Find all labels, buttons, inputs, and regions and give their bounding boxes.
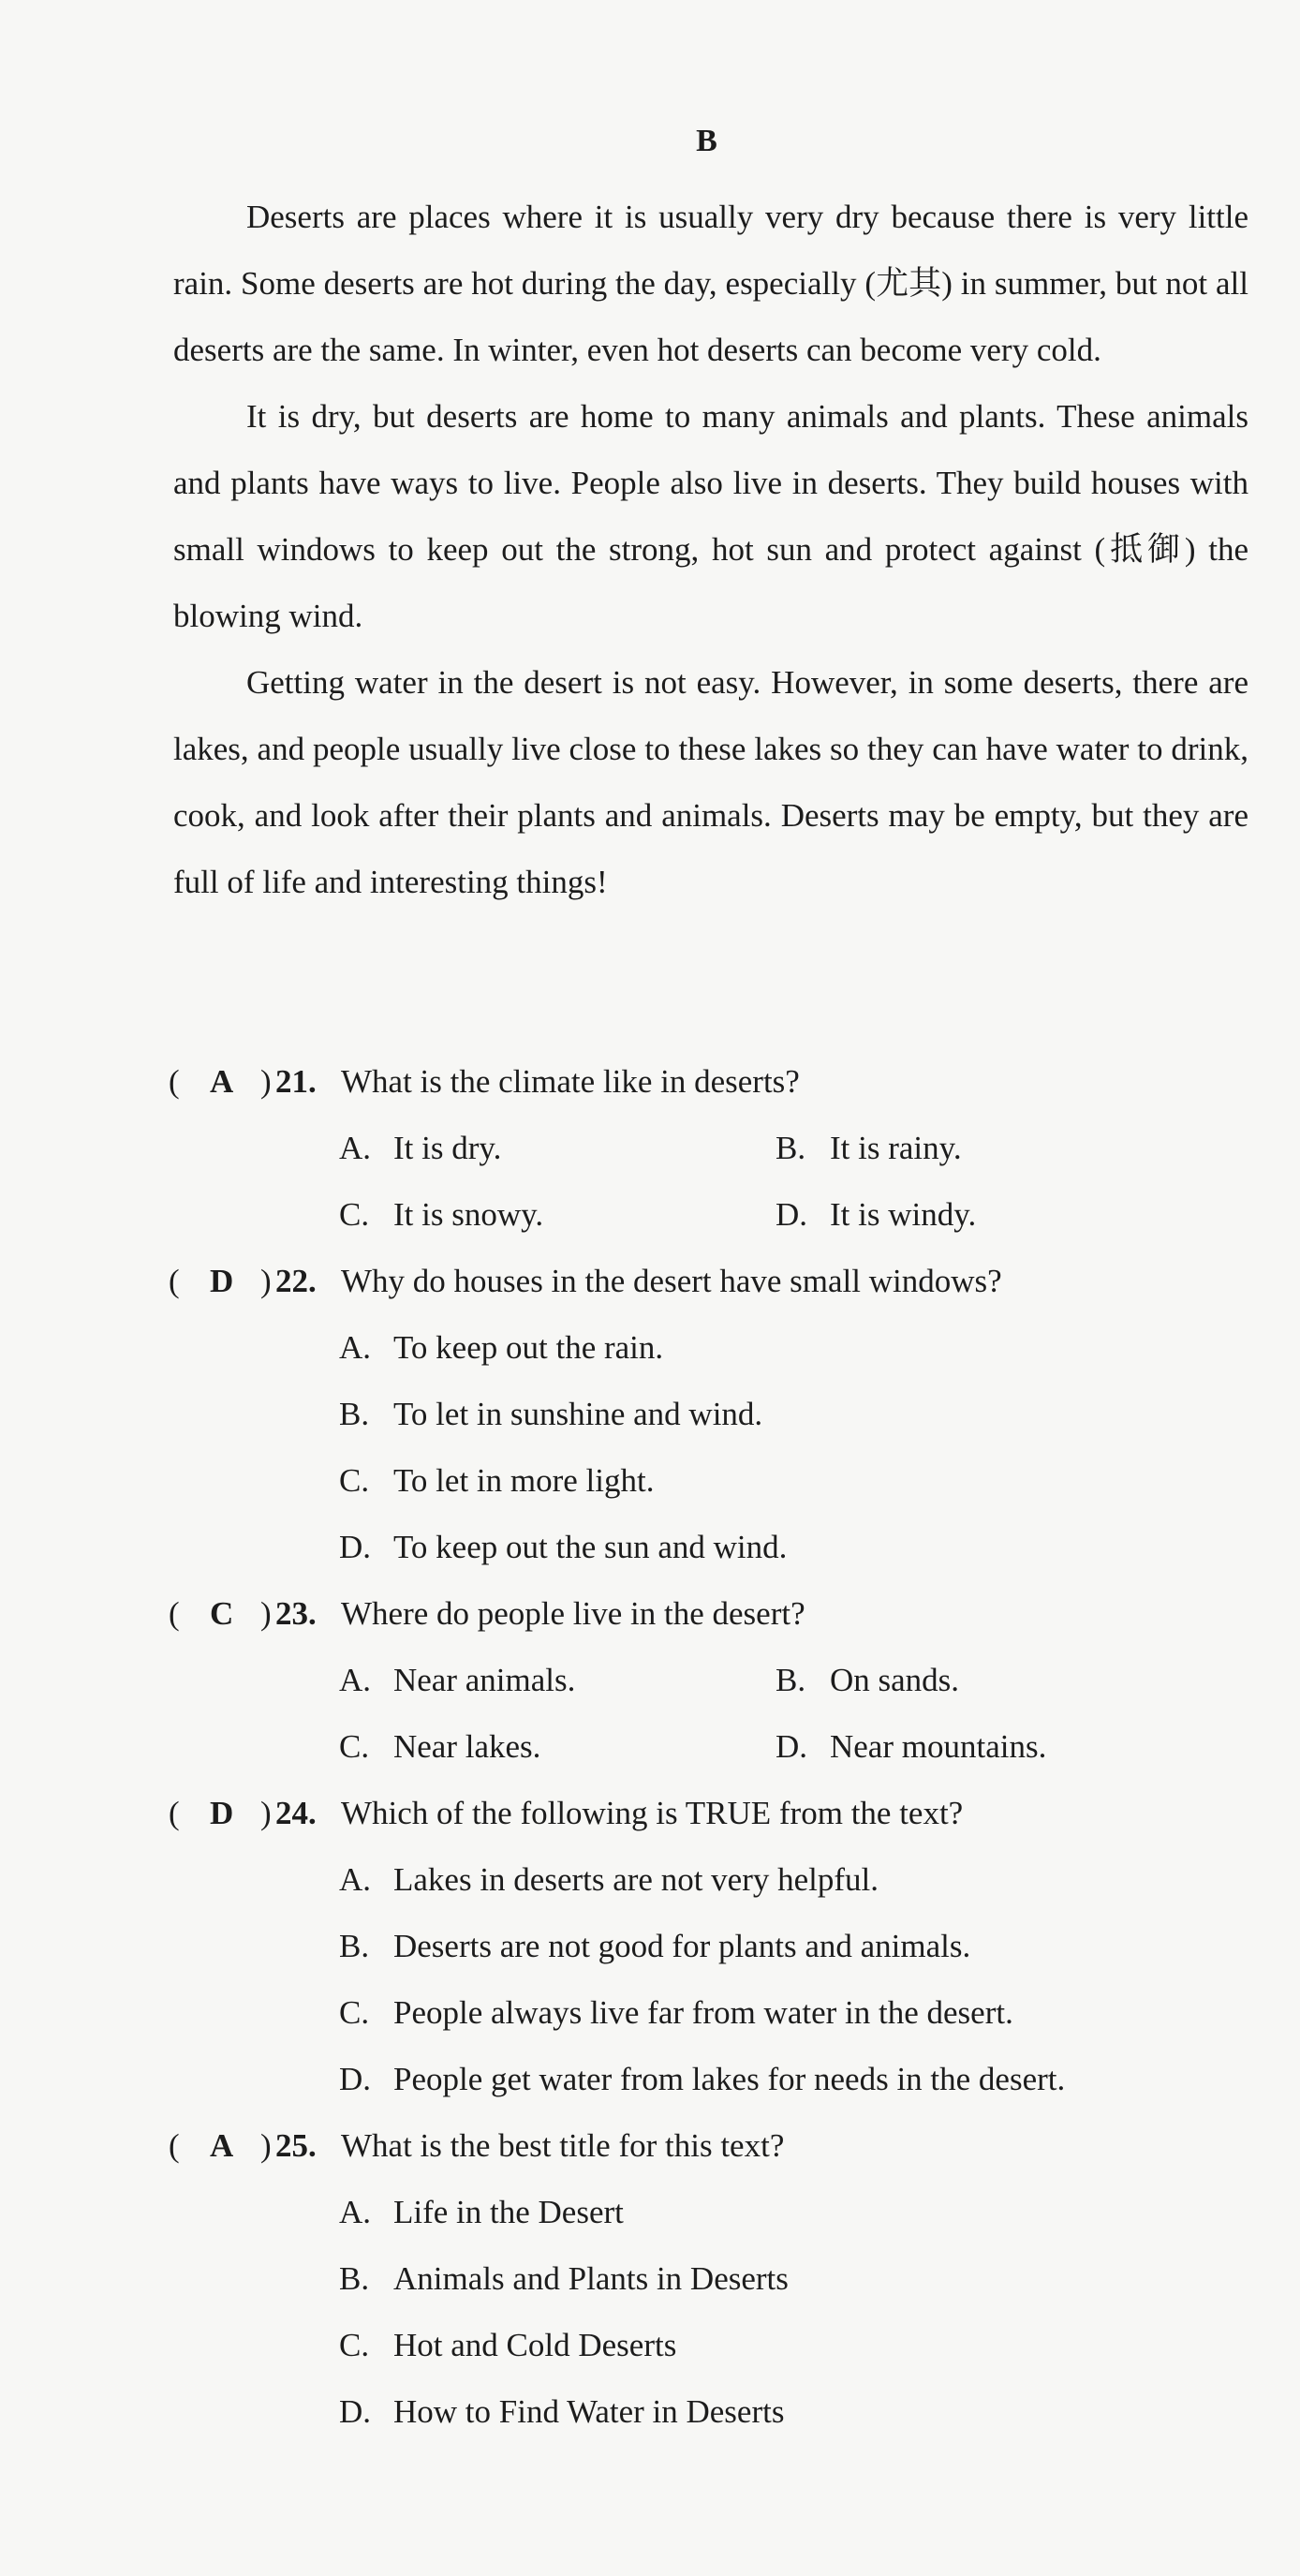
option-a: A. To keep out the rain. [339, 1329, 664, 1366]
option-c: C. People always live far from water in the desert. [339, 1994, 1013, 2031]
options-row [0, 2245, 1300, 2312]
answer-24: D [210, 1795, 234, 1831]
option-b: B. On sands. [776, 1662, 960, 1698]
option-c: C. It is snowy. [339, 1196, 544, 1233]
answer-22: D [210, 1263, 234, 1299]
option-b: B. To let in sunshine and wind. [339, 1396, 763, 1432]
option-a: A. Life in the Desert [339, 2194, 624, 2230]
question-stem: Which of the following is TRUE from the text? [341, 1795, 964, 1831]
answer-bracket-open: ( [169, 1595, 180, 1632]
options-row [0, 1381, 1300, 1447]
question-24 [0, 1780, 1300, 1846]
options-row [0, 1713, 1300, 1780]
options-row [0, 1647, 1300, 1713]
option-b: B. Animals and Plants in Deserts [339, 2260, 789, 2297]
passage-paragraph-1: Deserts are places where it is usually very dry because there is very little rain. Some deserts are hot during the day, especially (尤其) in summer, but not all deserts are the same. In winter, even hot deserts can become very cold. [173, 199, 1248, 368]
option-c: C. To let in more light. [339, 1462, 655, 1499]
answer-25: A [210, 2127, 234, 2164]
answer-23: C [210, 1595, 234, 1632]
passage-paragraph-2: It is dry, but deserts are home to many animals and plants. These animals and plants have ways to live. People also live in deserts. They build houses with small windows to keep out the strong, hot sun and protect against (抵御) the blowing wind. [173, 398, 1248, 634]
reading-passage [173, 184, 1248, 915]
question-number: 24. [275, 1795, 317, 1831]
question-stem: What is the climate like in deserts? [341, 1063, 800, 1100]
options-row [0, 1514, 1300, 1580]
question-stem: Why do houses in the desert have small windows? [341, 1263, 1002, 1299]
answer-21: A [210, 1063, 234, 1100]
question-25 [0, 2112, 1300, 2179]
answer-bracket-open: ( [169, 1263, 180, 1299]
passage-paragraph-3: Getting water in the desert is not easy. However, in some deserts, there are lakes, and people usually live close to these lakes so they can have water to drink, cook, and look after their plants and animals. Deserts may be empty, but they are full of life and interesting things! [173, 664, 1248, 900]
question-stem: Where do people live in the desert? [341, 1595, 805, 1632]
question-stem: What is the best title for this text? [341, 2127, 785, 2164]
options-row [0, 1979, 1300, 2046]
answer-bracket-close: ) [260, 2127, 272, 2164]
question-number: 25. [275, 2127, 317, 2164]
question-22 [0, 1248, 1300, 1314]
option-c: C. Hot and Cold Deserts [339, 2327, 677, 2363]
question-number: 23. [275, 1595, 317, 1632]
option-d: D. How to Find Water in Deserts [339, 2393, 785, 2430]
option-c: C. Near lakes. [339, 1728, 541, 1765]
question-number: 22. [275, 1263, 317, 1299]
answer-bracket-close: ) [260, 1263, 272, 1299]
option-a: A. It is dry. [339, 1130, 502, 1166]
question-23 [0, 1580, 1300, 1647]
options-row [0, 2378, 1300, 2445]
option-d: D. It is windy. [776, 1196, 977, 1233]
option-a: A. Lakes in deserts are not very helpful. [339, 1861, 879, 1898]
option-a: A. Near animals. [339, 1662, 576, 1698]
question-number: 21. [275, 1063, 317, 1100]
options-row [0, 1846, 1300, 1913]
options-row [0, 2312, 1300, 2378]
option-d: D. To keep out the sun and wind. [339, 1529, 788, 1565]
answer-bracket-close: ) [260, 1063, 272, 1100]
option-b: B. Deserts are not good for plants and animals. [339, 1928, 971, 1964]
options-row [0, 1447, 1300, 1514]
section-heading: B [696, 124, 718, 158]
answer-bracket-open: ( [169, 2127, 180, 2164]
option-d: D. People get water from lakes for needs in the desert. [339, 2061, 1066, 2097]
answer-bracket-close: ) [260, 1795, 272, 1831]
answer-bracket-open: ( [169, 1063, 180, 1100]
options-row [0, 1181, 1300, 1248]
options-row [0, 2179, 1300, 2245]
answer-bracket-close: ) [260, 1595, 272, 1632]
options-row [0, 1314, 1300, 1381]
answer-bracket-open: ( [169, 1795, 180, 1831]
option-b: B. It is rainy. [776, 1130, 962, 1166]
options-row [0, 1115, 1300, 1181]
option-d: D. Near mountains. [776, 1728, 1047, 1765]
options-row [0, 2046, 1300, 2112]
options-row [0, 1913, 1300, 1979]
question-21 [0, 1048, 1300, 1115]
question-list [0, 1048, 1300, 2445]
